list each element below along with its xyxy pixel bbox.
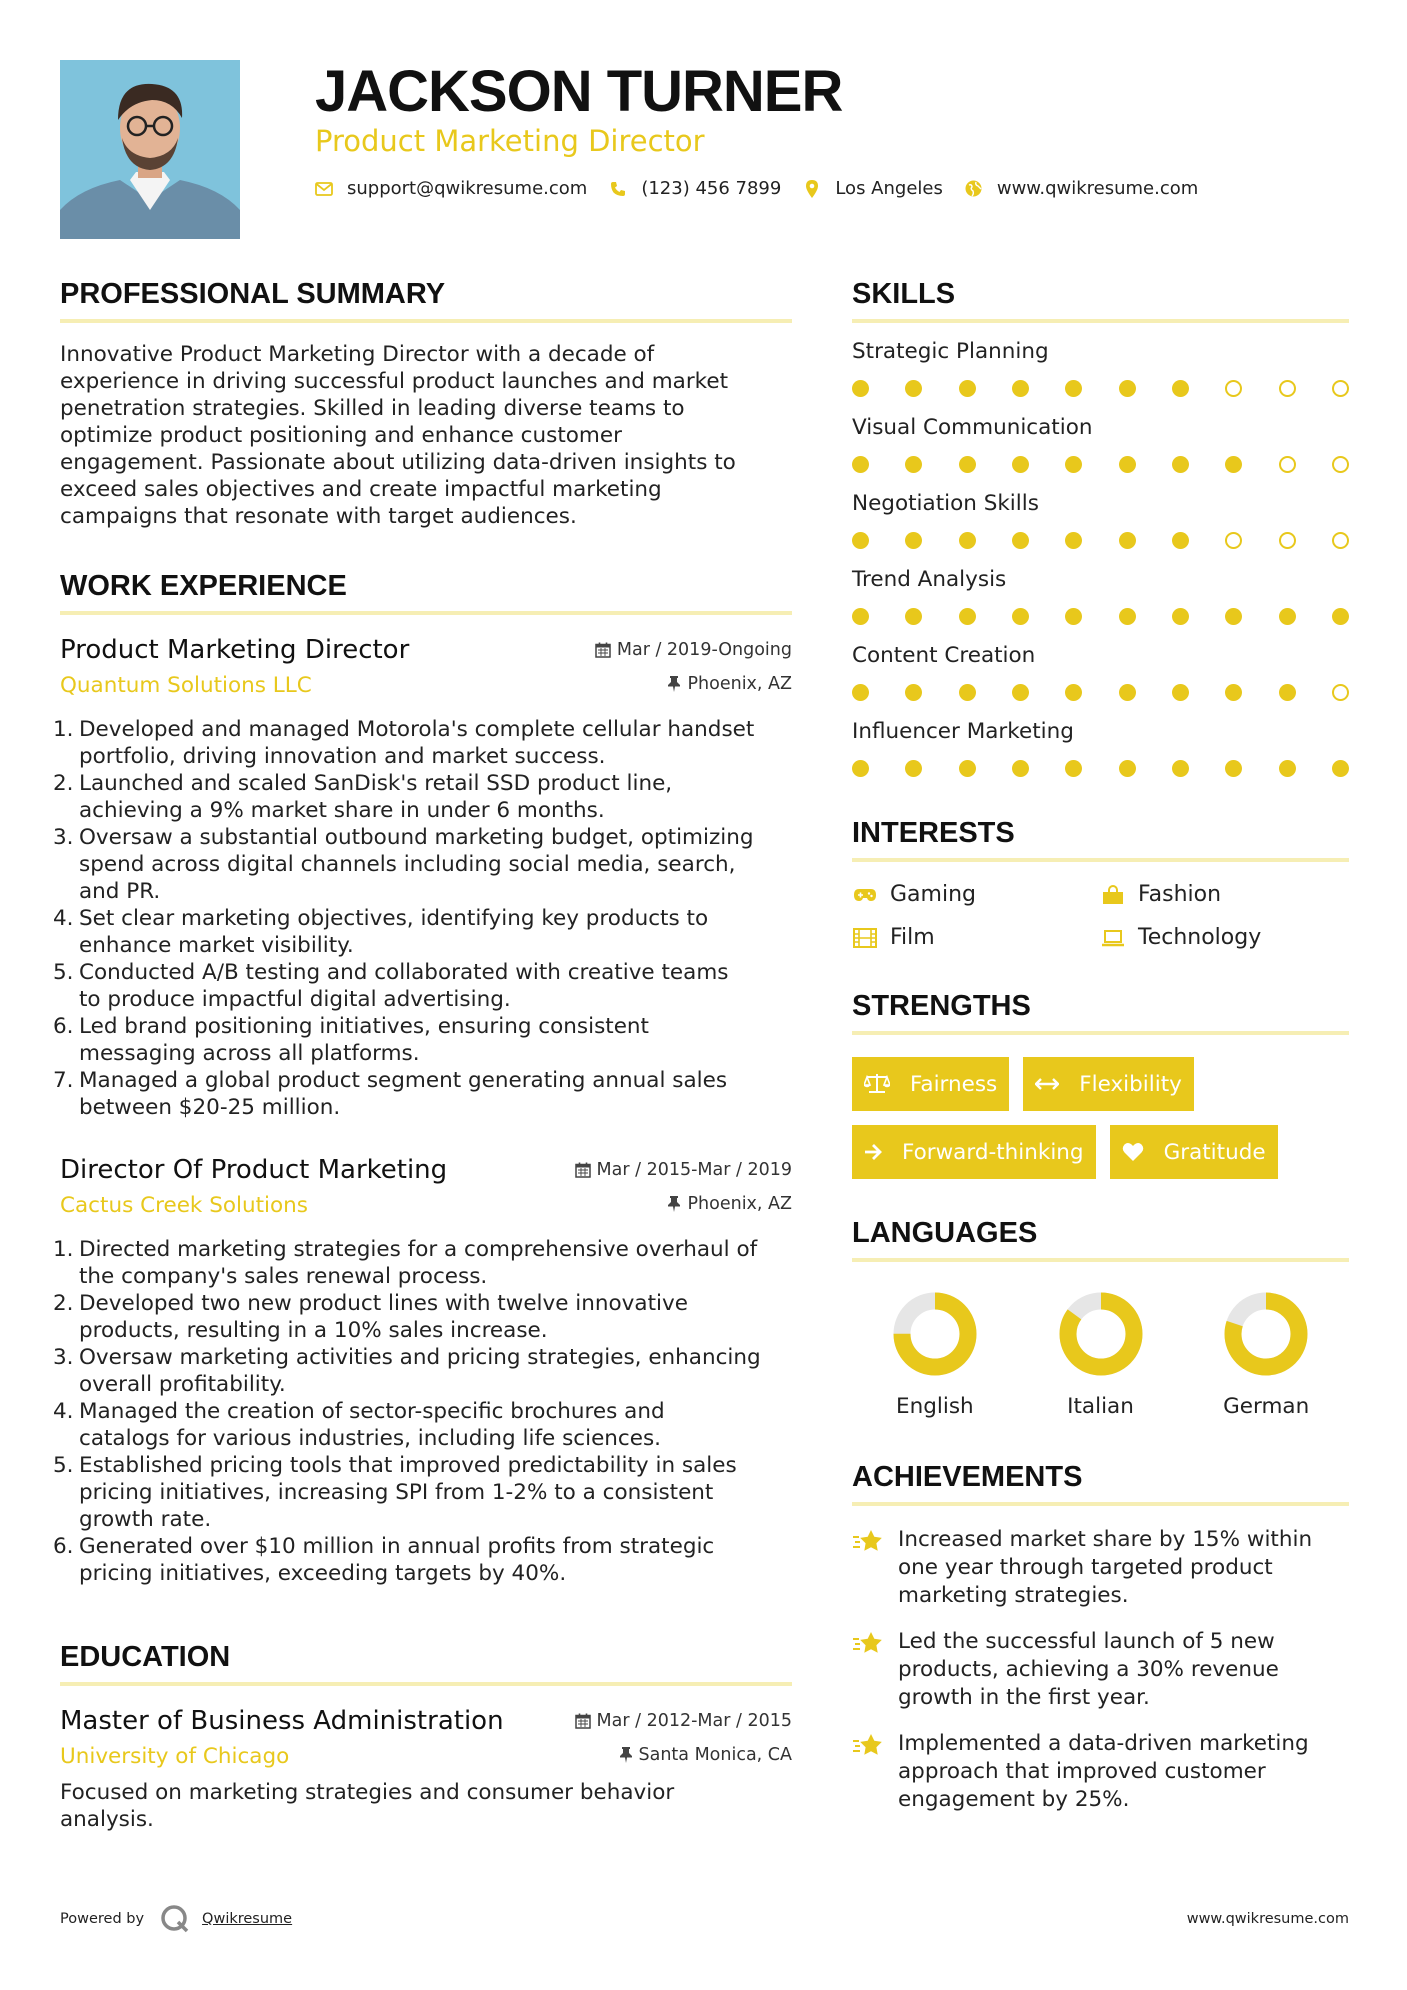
rating-dot-filled xyxy=(1065,532,1082,549)
item-line: to produce impactful digital advertising. xyxy=(79,987,511,1012)
skill-name: Strategic Planning xyxy=(852,339,1049,364)
rating-dot-filled xyxy=(1065,608,1082,625)
item-line: Directed marketing strategies for a comprehensive overhaul of xyxy=(79,1237,758,1262)
footer-url[interactable]: www.qwikresume.com xyxy=(1186,1911,1349,1927)
achievement-line: Implemented a data-driven marketing xyxy=(898,1731,1309,1756)
job-dates xyxy=(595,640,792,660)
rating-dot-filled xyxy=(1119,456,1136,473)
company-name: Quantum Solutions LLC xyxy=(60,673,312,698)
responsibility-item xyxy=(53,905,792,959)
film-icon xyxy=(852,927,878,949)
interests-section xyxy=(852,817,1349,950)
item-number: 6. xyxy=(53,1534,74,1559)
item-line: achieving a 9% market share in under 6 months. xyxy=(79,798,605,823)
achievement-text xyxy=(898,1730,1309,1814)
responsibility-item xyxy=(53,1398,792,1452)
achievement-line: Led the successful launch of 5 new xyxy=(898,1629,1275,1654)
item-line: pricing initiatives, exceeding targets by 40%. xyxy=(79,1561,567,1586)
language-name: Italian xyxy=(1067,1394,1134,1419)
job-title: Product Marketing Director xyxy=(60,635,410,665)
responsibility-item xyxy=(53,770,792,824)
map-pin-icon xyxy=(803,180,821,198)
rating-dot-filled xyxy=(905,456,922,473)
rating-dot-filled xyxy=(1172,608,1189,625)
strength-badges xyxy=(852,1057,1349,1179)
languages-heading: LANGUAGES xyxy=(852,1217,1349,1262)
rating-dot-filled xyxy=(852,608,869,625)
job-place-text: Phoenix, AZ xyxy=(687,1194,792,1214)
rating-dot-empty xyxy=(1225,380,1242,397)
rating-dot-filled xyxy=(1012,456,1029,473)
interest-grid xyxy=(852,882,1349,950)
item-line: Oversaw a substantial outbound marketing budget, optimizing xyxy=(79,825,754,850)
brand-link[interactable]: Qwikresume xyxy=(202,1911,293,1927)
rating-dot-filled xyxy=(1279,608,1296,625)
calendar-icon xyxy=(575,1162,591,1178)
interest-item xyxy=(1100,882,1349,907)
pushpin-icon xyxy=(667,1196,681,1212)
summary-line: exceed sales objectives and create impactful marketing xyxy=(60,477,662,502)
strengths-section xyxy=(852,990,1349,1179)
school-name: University of Chicago xyxy=(60,1744,290,1769)
experience-heading: WORK EXPERIENCE xyxy=(60,570,792,615)
rating-dot-filled xyxy=(1065,456,1082,473)
rating-dot-filled xyxy=(852,684,869,701)
education-place-text: Santa Monica, CA xyxy=(638,1745,792,1765)
rating-dot-filled xyxy=(1065,760,1082,777)
website-text: www.qwikresume.com xyxy=(996,178,1199,199)
language-name: German xyxy=(1223,1394,1310,1419)
item-number: 2. xyxy=(53,771,74,796)
job-list xyxy=(53,635,792,1587)
item-line: Established pricing tools that improved predictability in sales xyxy=(79,1453,737,1478)
education-sub-row xyxy=(60,1744,792,1769)
item-line: the company's sales renewal process. xyxy=(79,1264,488,1289)
item-number: 7. xyxy=(53,1068,74,1093)
rating-dot-filled xyxy=(905,532,922,549)
envelope-icon xyxy=(315,180,333,198)
job-sub-row xyxy=(60,1193,792,1218)
strength-label: Gratitude xyxy=(1163,1139,1266,1165)
skill-item xyxy=(852,567,1349,625)
skill-rating xyxy=(852,380,1349,397)
shopping-bag-icon xyxy=(1100,884,1126,906)
interest-label: Gaming xyxy=(890,882,976,907)
powered-by xyxy=(60,1904,292,1934)
skill-name: Influencer Marketing xyxy=(852,719,1074,744)
job-place xyxy=(667,1194,792,1214)
job-title: Director Of Product Marketing xyxy=(60,1155,448,1185)
item-line: Managed a global product segment generating annual sales xyxy=(79,1068,728,1093)
achievement-line: approach that improved customer xyxy=(898,1759,1266,1784)
skill-item xyxy=(852,339,1349,397)
item-number: 3. xyxy=(53,1345,74,1370)
languages-section xyxy=(852,1217,1349,1419)
profile-photo xyxy=(60,60,240,239)
rating-dot-filled xyxy=(852,380,869,397)
rating-dot-filled xyxy=(1012,760,1029,777)
left-column xyxy=(53,278,792,1833)
gamepad-icon xyxy=(852,884,878,906)
rating-dot-empty xyxy=(1332,456,1349,473)
item-line: and PR. xyxy=(79,879,161,904)
rating-dot-filled xyxy=(1332,608,1349,625)
location-text: Los Angeles xyxy=(835,178,943,199)
skill-rating xyxy=(852,456,1349,473)
company-name: Cactus Creek Solutions xyxy=(60,1193,309,1218)
interests-heading: INTERESTS xyxy=(852,817,1349,862)
responsibility-item xyxy=(53,716,792,770)
pushpin-icon xyxy=(667,676,681,692)
interest-label: Fashion xyxy=(1138,882,1222,907)
summary-line: engagement. Passionate about utilizing data-driven insights to xyxy=(60,450,736,475)
arrow-right-icon xyxy=(864,1143,892,1161)
summary-line: campaigns that resonate with target audiences. xyxy=(60,504,577,529)
star-icon xyxy=(852,1730,886,1814)
education-dates-text: Mar / 2012-Mar / 2015 xyxy=(596,1711,792,1731)
arrows-horizontal-icon xyxy=(1035,1077,1069,1091)
item-line: Developed two new product lines with twelve innovative xyxy=(79,1291,688,1316)
item-line: enhance market visibility. xyxy=(79,933,354,958)
rating-dot-filled xyxy=(1012,380,1029,397)
skills-section xyxy=(852,278,1349,777)
skills-heading: SKILLS xyxy=(852,278,1349,323)
skill-name: Visual Communication xyxy=(852,415,1093,440)
item-line: growth rate. xyxy=(79,1507,212,1532)
item-number: 5. xyxy=(53,1453,74,1478)
skill-rating xyxy=(852,684,1349,701)
phone-icon xyxy=(609,180,627,198)
rating-dot-filled xyxy=(959,456,976,473)
contact-phone[interactable] xyxy=(609,178,781,199)
rating-dot-empty xyxy=(1279,456,1296,473)
skill-list xyxy=(852,339,1349,777)
job-dates-text: Mar / 2019-Ongoing xyxy=(616,640,792,660)
star-icon xyxy=(852,1628,886,1712)
item-line: overall profitability. xyxy=(79,1372,286,1397)
skill-rating xyxy=(852,760,1349,777)
responsibility-item xyxy=(53,1236,792,1290)
rating-dot-filled xyxy=(1012,684,1029,701)
interest-label: Technology xyxy=(1138,925,1262,950)
interest-label: Film xyxy=(890,925,935,950)
rating-dot-filled xyxy=(1119,684,1136,701)
strength-label: Flexibility xyxy=(1079,1071,1182,1097)
contact-email[interactable] xyxy=(315,178,587,199)
rating-dot-filled xyxy=(1065,684,1082,701)
candidate-title: Product Marketing Director xyxy=(315,124,705,158)
achievement-item xyxy=(852,1526,1349,1610)
achievement-line: one year through targeted product xyxy=(898,1555,1273,1580)
job-place xyxy=(667,674,792,694)
skill-item xyxy=(852,415,1349,473)
item-line: products, resulting in a 10% sales increase. xyxy=(79,1318,548,1343)
item-line: Generated over $10 million in annual profits from strategic xyxy=(79,1534,715,1559)
item-line: Set clear marketing objectives, identifying key products to xyxy=(79,906,709,931)
globe-icon xyxy=(965,180,983,198)
rating-dot-filled xyxy=(1172,456,1189,473)
strength-badge xyxy=(1110,1125,1278,1179)
rating-dot-filled xyxy=(1065,380,1082,397)
language-donut xyxy=(1059,1292,1143,1376)
laptop-icon xyxy=(1100,927,1126,949)
rating-dot-filled xyxy=(852,760,869,777)
skill-item xyxy=(852,719,1349,777)
achievements-section xyxy=(852,1461,1349,1814)
contact-website[interactable] xyxy=(965,178,1198,199)
rating-dot-empty xyxy=(1332,380,1349,397)
item-line: spend across digital channels including social media, search, xyxy=(79,852,736,877)
achievement-text xyxy=(898,1526,1312,1610)
language-list xyxy=(852,1292,1349,1419)
item-line: portfolio, driving innovation and market success. xyxy=(79,744,606,769)
pushpin-icon xyxy=(619,1747,633,1763)
summary-line: Innovative Product Marketing Director with a decade of xyxy=(60,342,655,367)
balance-scale-icon xyxy=(864,1073,900,1095)
rating-dot-filled xyxy=(1119,760,1136,777)
rating-dot-empty xyxy=(1279,380,1296,397)
item-line: Developed and managed Motorola's complete cellular handset xyxy=(79,717,755,742)
item-number: 6. xyxy=(53,1014,74,1039)
rating-dot-filled xyxy=(1332,760,1349,777)
language-item xyxy=(852,1292,1018,1419)
responsibility-item xyxy=(53,1290,792,1344)
responsibility-item xyxy=(53,1452,792,1533)
qwikresume-logo-icon xyxy=(160,1904,190,1934)
rating-dot-filled xyxy=(905,608,922,625)
language-donut xyxy=(1224,1292,1308,1376)
strength-badge xyxy=(852,1057,1009,1111)
achievement-line: Increased market share by 15% within xyxy=(898,1527,1313,1552)
job-dates-text: Mar / 2015-Mar / 2019 xyxy=(596,1160,792,1180)
email-text: support@qwikresume.com xyxy=(347,178,588,199)
interest-item xyxy=(852,882,1100,907)
language-item xyxy=(1183,1292,1349,1419)
education-description xyxy=(60,1779,792,1833)
responsibility-item xyxy=(53,824,792,905)
rating-dot-filled xyxy=(1119,380,1136,397)
rating-dot-filled xyxy=(959,380,976,397)
rating-dot-filled xyxy=(1172,532,1189,549)
skill-name: Trend Analysis xyxy=(852,567,1007,592)
strength-label: Fairness xyxy=(910,1071,998,1097)
rating-dot-empty xyxy=(1332,684,1349,701)
rating-dot-filled xyxy=(1119,608,1136,625)
degree-title: Master of Business Administration xyxy=(60,1706,504,1736)
skill-item xyxy=(852,643,1349,701)
item-number: 4. xyxy=(53,906,74,931)
item-number: 3. xyxy=(53,825,74,850)
summary-line: optimize product positioning and enhance customer xyxy=(60,423,622,448)
skill-name: Content Creation xyxy=(852,643,1036,668)
education-line: analysis. xyxy=(60,1807,154,1832)
achievement-line: growth in the first year. xyxy=(898,1685,1150,1710)
rating-dot-filled xyxy=(1012,532,1029,549)
item-line: catalogs for various industries, including life sciences. xyxy=(79,1426,662,1451)
rating-dot-empty xyxy=(1225,532,1242,549)
language-donut xyxy=(893,1292,977,1376)
education-entry xyxy=(60,1706,792,1833)
item-line: between $20-25 million. xyxy=(79,1095,341,1120)
summary-heading: PROFESSIONAL SUMMARY xyxy=(60,278,792,323)
achievement-text xyxy=(898,1628,1279,1712)
achievement-line: products, achieving a 30% revenue xyxy=(898,1657,1279,1682)
summary-text xyxy=(60,341,792,530)
rating-dot-filled xyxy=(959,684,976,701)
achievement-item xyxy=(852,1628,1349,1712)
rating-dot-filled xyxy=(852,456,869,473)
rating-dot-filled xyxy=(905,760,922,777)
item-line: Managed the creation of sector-specific brochures and xyxy=(79,1399,665,1424)
rating-dot-filled xyxy=(1225,760,1242,777)
summary-line: penetration strategies. Skilled in leading diverse teams to xyxy=(60,396,685,421)
item-number: 5. xyxy=(53,960,74,985)
experience-section xyxy=(53,570,792,1587)
education-section xyxy=(60,1641,792,1833)
powered-by-label: Powered by xyxy=(60,1911,145,1927)
job-dates xyxy=(575,1160,792,1180)
calendar-icon xyxy=(575,1713,591,1729)
strength-badge xyxy=(1023,1057,1194,1111)
rating-dot-filled xyxy=(959,760,976,777)
item-line: Conducted A/B testing and collaborated with creative teams xyxy=(79,960,729,985)
item-number: 4. xyxy=(53,1399,74,1424)
rating-dot-filled xyxy=(1225,456,1242,473)
strength-label: Forward-thinking xyxy=(902,1139,1084,1165)
summary-line: experience in driving successful product launches and market xyxy=(60,369,729,394)
summary-section xyxy=(60,278,792,530)
item-line: pricing initiatives, increasing SPI from 1-2% to a consistent xyxy=(79,1480,714,1505)
achievement-line: engagement by 25%. xyxy=(898,1787,1130,1812)
item-line: Oversaw marketing activities and pricing strategies, enhancing xyxy=(79,1345,761,1370)
language-item xyxy=(1018,1292,1184,1419)
job-sub-row xyxy=(60,673,792,698)
responsibility-item xyxy=(53,959,792,1013)
item-line: Led brand positioning initiatives, ensuring consistent xyxy=(79,1014,649,1039)
job-place-text: Phoenix, AZ xyxy=(687,674,792,694)
rating-dot-filled xyxy=(1225,608,1242,625)
job-entry xyxy=(53,1155,792,1587)
rating-dot-filled xyxy=(905,380,922,397)
rating-dot-empty xyxy=(1279,532,1296,549)
responsibility-item xyxy=(53,1013,792,1067)
education-heading: EDUCATION xyxy=(60,1641,792,1686)
item-number: 2. xyxy=(53,1291,74,1316)
right-column xyxy=(852,278,1349,1814)
education-line: Focused on marketing strategies and consumer behavior xyxy=(60,1780,675,1805)
contact-bar xyxy=(315,178,1220,199)
education-place xyxy=(619,1745,793,1765)
responsibility-item xyxy=(53,1344,792,1398)
rating-dot-filled xyxy=(1172,760,1189,777)
language-name: English xyxy=(896,1394,974,1419)
education-header-row xyxy=(60,1706,792,1736)
achievement-list xyxy=(852,1526,1349,1814)
rating-dot-filled xyxy=(1172,684,1189,701)
item-line: messaging across all platforms. xyxy=(79,1041,420,1066)
contact-location xyxy=(803,178,943,199)
responsibility-item xyxy=(53,1533,792,1587)
responsibility-list xyxy=(53,1236,792,1587)
page-footer xyxy=(60,1904,1349,1934)
phone-text: (123) 456 7899 xyxy=(641,178,782,199)
achievement-item xyxy=(852,1730,1349,1814)
skill-name: Negotiation Skills xyxy=(852,491,1039,516)
item-number: 1. xyxy=(53,1237,74,1262)
candidate-name: JACKSON TURNER xyxy=(315,59,843,124)
rating-dot-filled xyxy=(1119,532,1136,549)
achievements-heading: ACHIEVEMENTS xyxy=(852,1461,1349,1506)
portrait-illustration xyxy=(60,60,240,239)
job-header-row xyxy=(60,635,792,665)
achievement-line: marketing strategies. xyxy=(898,1583,1129,1608)
rating-dot-filled xyxy=(1279,760,1296,777)
rating-dot-filled xyxy=(852,532,869,549)
item-number: 1. xyxy=(53,717,74,742)
job-header-row xyxy=(60,1155,792,1185)
strength-badge xyxy=(852,1125,1096,1179)
item-line: Launched and scaled SanDisk's retail SSD product line, xyxy=(79,771,673,796)
heart-icon xyxy=(1122,1142,1154,1162)
interest-item xyxy=(852,925,1100,950)
education-dates xyxy=(575,1711,792,1731)
calendar-icon xyxy=(595,642,611,658)
skill-rating xyxy=(852,532,1349,549)
rating-dot-empty xyxy=(1332,532,1349,549)
rating-dot-filled xyxy=(1012,608,1029,625)
rating-dot-filled xyxy=(1172,380,1189,397)
rating-dot-filled xyxy=(905,684,922,701)
job-entry xyxy=(53,635,792,1121)
rating-dot-filled xyxy=(1279,684,1296,701)
rating-dot-filled xyxy=(959,532,976,549)
interest-item xyxy=(1100,925,1349,950)
rating-dot-filled xyxy=(1225,684,1242,701)
star-icon xyxy=(852,1526,886,1610)
skill-item xyxy=(852,491,1349,549)
strengths-heading: STRENGTHS xyxy=(852,990,1349,1035)
responsibility-item xyxy=(53,1067,792,1121)
responsibility-list xyxy=(53,716,792,1121)
skill-rating xyxy=(852,608,1349,625)
rating-dot-filled xyxy=(959,608,976,625)
